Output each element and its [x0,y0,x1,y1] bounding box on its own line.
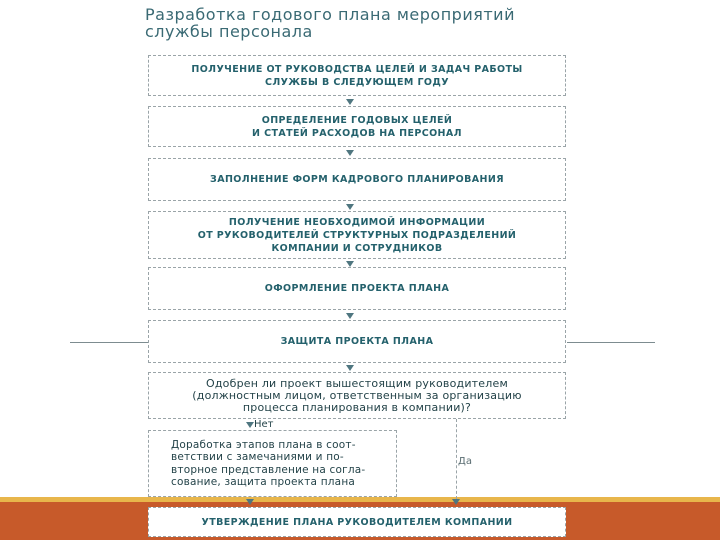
step-5-box [148,267,566,310]
arrow-down-icon [246,499,254,505]
step-2-line-2: И СТАТЕЙ РАСХОДОВ НА ПЕРСОНАЛ [252,127,462,139]
revision-line-3: вторное представление на согла- [171,463,366,476]
step-3-box [148,158,566,201]
question-line-1: Одобрен ли проект вышестоящим руководителем [206,376,508,390]
step-5-line-1: ОФОРМЛЕНИЕ ПРОЕКТА ПЛАНА [264,283,450,294]
yes-branch-connector [456,419,457,499]
step-2-box [148,106,566,147]
title-line-1: Разработка годового плана мероприятий [145,5,515,24]
step-4-line-3: КОМПАНИИ И СОТРУДНИКОВ [271,242,443,254]
arrow-down-icon [346,150,354,156]
arrow-down-icon [346,204,354,210]
step-4-box [148,211,566,259]
step-1-line-1: ПОЛУЧЕНИЕ ОТ РУКОВОДСТВА ЦЕЛЕЙ И ЗАДАЧ РАБОТЫ [191,63,523,75]
revision-line-2: ветствии с замечаниями и по- [171,451,344,463]
final-step-line-1: УТВЕРЖДЕНИЕ ПЛАНА РУКОВОДИТЕЛЕМ КОМПАНИИ [201,516,513,528]
step-1-line-2: СЛУЖБЫ В СЛЕДУЮЩЕМ ГОДУ [264,76,449,88]
revision-line-4: сование, защита проекта плана [171,476,356,488]
arrow-down-icon [346,365,354,371]
question-line-3: процесса планирования в компании)? [242,400,472,414]
title-line-2: службы персонала [145,22,313,41]
arrow-down-icon [246,422,254,428]
step-2-line-1: ОПРЕДЕЛЕНИЕ ГОДОВЫХ ЦЕЛЕЙ [261,114,453,126]
diagram-title [145,6,585,40]
revision-line-1: Доработка этапов плана в соот- [171,438,356,451]
arrow-down-icon [346,313,354,319]
step-4-line-2: ОТ РУКОВОДИТЕЛЕЙ СТРУКТУРНЫХ ПОДРАЗДЕЛЕНИЙ [197,229,517,241]
yes-branch-label: Да [458,456,472,467]
step-4-line-1: ПОЛУЧЕНИЕ НЕОБХОДИМОЙ ИНФОРМАЦИИ [228,216,486,228]
final-step-box [148,507,566,537]
revision-box [148,430,397,497]
step-1-box [148,55,566,96]
arrow-down-icon [346,99,354,105]
decorative-rule-left [70,342,148,343]
no-branch-label: Нет [254,419,274,430]
question-line-2: (должностным лицом, ответственным за организацию [192,388,522,402]
decision-question-box [148,372,566,419]
step-3-line-1: ЗАПОЛНЕНИЕ ФОРМ КАДРОВОГО ПЛАНИРОВАНИЯ [210,174,504,185]
step-6-box [148,320,566,363]
arrow-down-icon [452,499,460,505]
decorative-rule-right [567,342,655,343]
step-6-line-1: ЗАЩИТА ПРОЕКТА ПЛАНА [280,336,434,347]
